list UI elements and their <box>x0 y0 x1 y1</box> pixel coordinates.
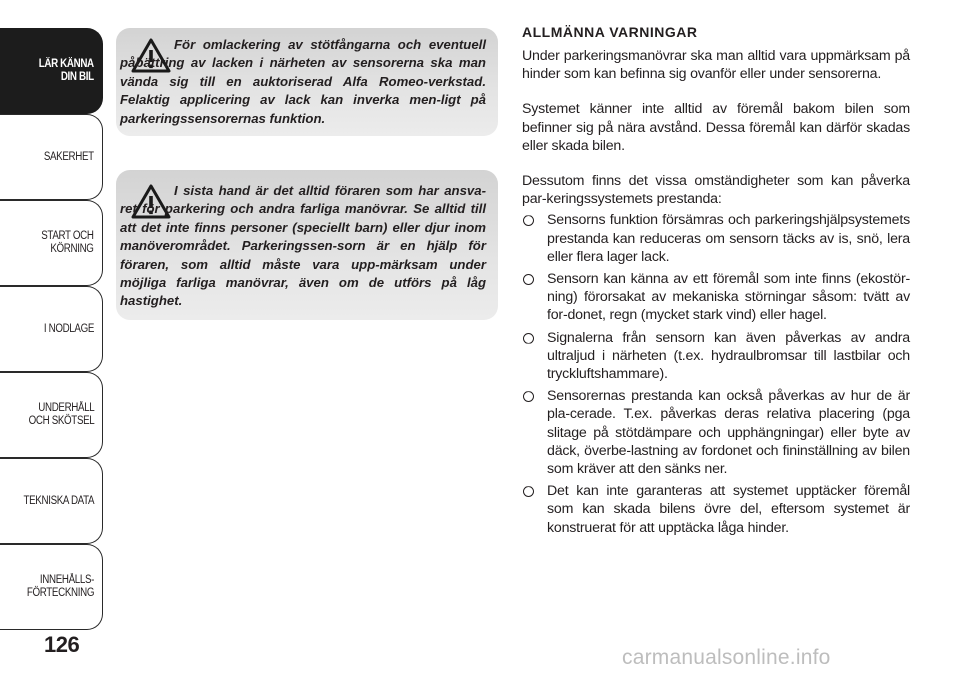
tab-label: SÄKERHET <box>44 150 94 163</box>
warning-box <box>116 170 498 320</box>
tab-label: INNEHÅLLS- FÖRTECKNING <box>26 574 94 599</box>
tab-sakerhet[interactable] <box>0 114 103 200</box>
bullet-list <box>522 211 910 536</box>
tab-lar-kanna-din-bil[interactable] <box>0 28 103 114</box>
tab-tekniska-data[interactable] <box>0 458 103 544</box>
bullet-circle-icon <box>523 274 534 285</box>
paragraph: Systemet känner inte alltid av föremål bakom bilen som befinner sig på nära avstånd. Dessa föremål kan därför skadas eller skada bilen. <box>522 101 910 154</box>
list-item-text: Det kan inte garanteras att systemet upptäcker föremål som kan skada bilens övre del, eftersom systemet är konstruerat för att upptäcka låga hinder. <box>547 483 910 536</box>
section-heading: ALLMÄNNA VARNINGAR <box>522 24 698 40</box>
tab-label: UNDERHÅLL OCH SKÖTSEL <box>28 402 94 427</box>
list-item <box>522 387 910 478</box>
list-item <box>522 270 910 325</box>
bullet-circle-icon <box>523 333 534 344</box>
bullet-circle-icon <box>523 486 534 497</box>
watermark: carmanualsonline.info <box>622 646 831 669</box>
list-item-text: Sensorns funktion försämras och parkeringshjälpsystemets prestanda kan reduceras om sensorn täcks av is, snö, lera eller flera lager lack. <box>547 212 910 265</box>
paragraph: Dessutom finns det vissa omständigheter som kan påverka par-keringssystemets prestanda: <box>522 173 910 208</box>
tab-label: LÄR KÄNNA DIN BIL <box>38 58 94 83</box>
tab-label: I NÖDLÄGE <box>43 322 94 335</box>
list-item-text: Sensorernas prestanda kan också påverkas av hur de är pla-cerade. T.ex. påverkas deras relativa placering (pga slitage på stötdämpare och upphängningar) eller byte av däck, överbe-lastning av fordonet och fininställning av bilen som kräver att den sänks ner. <box>547 388 910 478</box>
warning-box <box>116 28 498 136</box>
tab-underhall-och-skotsel[interactable] <box>0 372 103 458</box>
paragraph: Under parkeringsmanövrar ska man alltid vara uppmärksam på hinder som kan befinna sig ovanför eller under sensorerna. <box>522 48 910 83</box>
list-item <box>522 329 910 384</box>
list-item <box>522 211 910 266</box>
main-content <box>522 24 910 541</box>
bullet-circle-icon <box>523 215 534 226</box>
list-item-text: Signalerna från sensorn kan även påverkas av andra ultraljud i närheten (t.ex. hydraulbromsar till lastbilar och tryckluftshammare). <box>547 329 910 383</box>
warning-text-content: I sista hand är det alltid föraren som har ansva-ret för parkering och andra farliga manövrar. Se alltid till att det inte finns personer (speciellt barn) eller djur inom manöverområdet. Parkeringssen-sorn är en hjälp för föraren, som alltid måste vara upp-märksam under möjliga farliga manövrar, även om de utförs på låg hastighet. <box>120 183 486 309</box>
bullet-circle-icon <box>523 391 534 402</box>
tab-label: START OCH KÖRNING <box>41 230 94 255</box>
tab-i-nodlage[interactable] <box>0 286 103 372</box>
warning-text-content: För omlackering av stötfångarna och eventuell påbättring av lacken i närheten av sensorerna ska man vända sig till en auktoriserad Alfa Romeo-verkstad. Felaktig applicering av lack kan inverka men-ligt på parkeringssensorernas funktion. <box>120 37 486 126</box>
list-item <box>522 482 910 537</box>
chapter-tabs <box>0 28 103 628</box>
tab-start-och-korning[interactable] <box>0 200 103 286</box>
warning-text <box>120 182 486 311</box>
tab-label: TEKNISKA DATA <box>23 494 94 507</box>
warning-text <box>120 36 486 128</box>
page-number: 126 <box>44 632 80 657</box>
list-item-text: Sensorn kan känna av ett föremål som inte finns (ekostör-ning) förorsakat av mekaniska störningar såsom: tvätt av for-donet, regn (mycket stark vind) eller hagel. <box>547 271 910 324</box>
tab-innehallsforteckning[interactable] <box>0 544 103 630</box>
